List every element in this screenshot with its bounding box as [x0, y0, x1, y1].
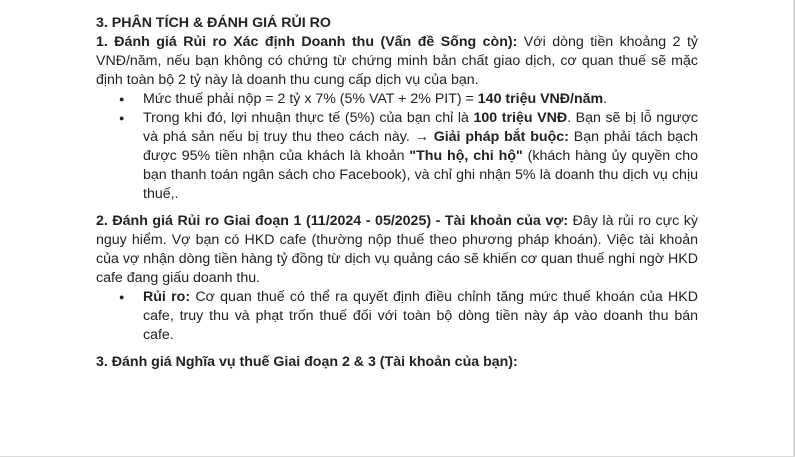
bullet-bold: Giải pháp bắt buộc: — [433, 129, 569, 145]
section-2-text: Đây là rủi ro cực kỳ nguy hiểm. Vợ bạn có HKD cafe (thường nộp thuế theo phương pháp khoán). Việc tài khoản của vợ nhận dòng tiền hàng tỷ đồng từ dịch vụ quảng cáo sẽ khiến cơ quan thuế nghi ngờ HKD cafe đang giấu doanh thu. — [96, 213, 698, 286]
section-1 — [96, 33, 698, 204]
section-heading: 3. PHÂN TÍCH & ĐÁNH GIÁ RỦI RO — [96, 15, 331, 31]
bullet-bold: "Thu hộ, chi hộ" — [409, 148, 523, 164]
section-1-title: 1. Đánh giá Rủi ro Xác định Doanh thu (Vấn đề Sống còn): — [96, 34, 518, 50]
bullet-tax-payable — [143, 90, 698, 109]
section-1-text: Với dòng tiền khoảng 2 tỷ VNĐ/năm, nếu bạn không có chứng từ chứng minh bản chất giao dịch, cơ quan thuế sẽ mặc định toàn bộ 2 tỷ này là doanh thu cung cấp dịch vụ của bạn. — [96, 34, 698, 88]
bullet-text: Cơ quan thuế có thể ra quyết định điều chỉnh tăng mức thuế khoán của HKD cafe, truy thu và phạt trốn thuế đối với toàn bộ dòng tiền này áp vào doanh thu bán cafe. — [143, 289, 698, 343]
section-1-paragraph — [96, 33, 698, 90]
bullet-risk — [143, 288, 698, 345]
section-3 — [96, 353, 698, 372]
section-3-title: 3. Đánh giá Nghĩa vụ thuế Giai đoạn 2 & 3 (Tài khoản của bạn): — [96, 354, 518, 370]
bullet-bold: Rủi ro: — [143, 289, 191, 305]
section-2 — [96, 212, 698, 345]
section-3-paragraph — [96, 353, 698, 372]
bullet-text: Bạn phải tách bạch được 95% tiền nhận của khách là khoản — [143, 129, 699, 164]
section-1-bullets — [96, 90, 698, 204]
bullet-end: . — [603, 91, 608, 107]
bullet-text: (khách hàng ủy quyền cho bạn thanh toán ngân sách cho Facebook), và chỉ ghi nhận 5% là doanh thu dịch vụ chịu thuế,. — [143, 148, 698, 202]
section-2-title: 2. Đánh giá Rủi ro Giai đoạn 1 (11/2024 - 05/2025) - Tài khoản của vợ: — [96, 213, 569, 229]
bullet-profit — [143, 109, 698, 204]
section-2-paragraph — [96, 212, 698, 288]
section-2-bullets — [96, 288, 698, 345]
bullet-text: . Bạn sẽ bị lỗ ngược và phá sản nếu bị truy thu theo cách này. → — [143, 110, 698, 145]
bullet-text: Mức thuế phải nộp = 2 tỷ x 7% (5% VAT + 2% PIT) = — [143, 91, 478, 107]
bullet-bold: 140 triệu VNĐ/năm — [477, 91, 604, 107]
bullet-bold: 100 triệu VNĐ — [473, 110, 568, 126]
document-body — [96, 14, 698, 372]
bullet-text: Trong khi đó, lợi nhuận thực tế (5%) của bạn chỉ là — [143, 110, 474, 126]
